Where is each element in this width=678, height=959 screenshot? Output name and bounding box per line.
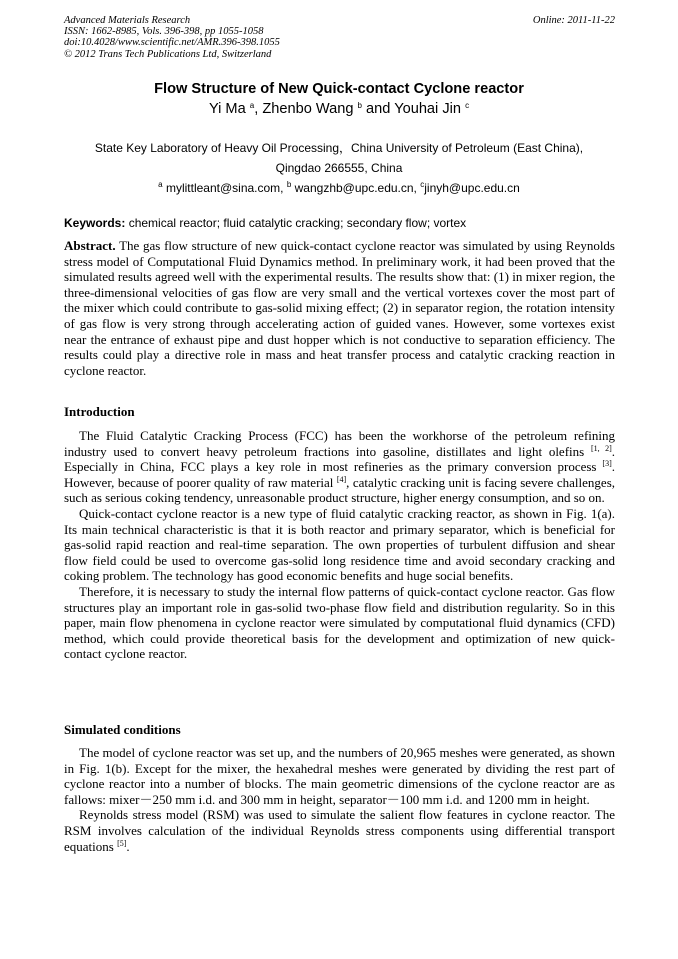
simulated-conditions-heading: Simulated conditions <box>64 722 181 737</box>
keywords <box>64 216 615 230</box>
citation: [4] <box>336 474 347 484</box>
online-date: Online: 2011-11-22 <box>532 15 615 26</box>
keywords-text: chemical reactor; fluid catalytic cracking; secondary flow; vortex <box>125 216 467 230</box>
email-address: mylittleant@sina.com, <box>162 181 287 195</box>
author-list <box>0 101 678 117</box>
paragraph: The model of cyclone reactor was set up, and the numbers of 20,965 meshes were generated, as shown in Fig. 1(b). Except for the mixer, the hexahedral meshes were generated by dividing the rest part of cyclone reactor into a number of blocks. The main geometric dimensions of the cyclone reactor are as fallows: mixer－250 mm i.d. and 300 mm in height, separator－100 mm i.d. and 1200 mm in height. <box>64 745 615 807</box>
email-address: jinyh@upc.edu.cn <box>424 181 520 195</box>
email-superscript: b <box>286 180 292 189</box>
author-name: Youhai Jin <box>394 101 461 117</box>
paragraph-text: . <box>126 838 130 854</box>
affiliation-line: State Key Laboratory of Heavy Oil Processing，China University of Petroleum (East China), <box>94 141 584 155</box>
affiliation-line: Qingdao 266555, China <box>275 161 403 175</box>
citation: [3] <box>602 459 612 469</box>
citation: [5] <box>117 838 127 848</box>
paragraph-text: . Especially in China, FCC plays a key role in most refineries as the primary conversion process <box>64 443 616 475</box>
paragraph <box>64 428 615 506</box>
email-list <box>0 180 678 195</box>
email-superscript: a <box>158 180 163 189</box>
issn-line: ISSN: 1662-8985, Vols. 396-398, pp 1055-1058 <box>64 26 264 38</box>
paragraph-text: The Fluid Catalytic Cracking Process (FCC) has been the workhorse of the petroleum refining industry used to convert heavy petroleum fractions into gasoline, distillates and light olefins <box>64 428 615 459</box>
author-superscript: a <box>249 101 255 110</box>
paragraph <box>64 807 615 854</box>
author-superscript: c <box>465 101 470 110</box>
email-address: wangzhb@upc.edu.cn, <box>291 181 421 195</box>
paragraph-text: Reynolds stress model (RSM) was used to simulate the salient flow features in cyclone reactor. The RSM involves calculation of the individual Reynolds stress components using differential transport equations <box>64 807 615 854</box>
introduction-body <box>64 428 615 662</box>
paragraph-text: , catalytic cracking unit is facing severe challenges, such as serious coking tendency, unreasonable product structure, higher energy consumption, and so on. <box>64 474 616 506</box>
paragraph: Quick-contact cyclone reactor is a new type of fluid catalytic cracking reactor, as shown in Fig. 1(a). Its main technical characteristic is that it is both reactor and primary separator, which is beneficial for gas-solid rapid reaction and real-time separation. The own properties of turbulent diffusion and shear flow field could be used to overcome gas-solid long residence time and avoid secondary cracking and coking problem. The technology has good economic benefits and huge social benefits. <box>64 505 615 584</box>
paper-title: Flow Structure of New Quick-contact Cyclone reactor <box>154 81 524 97</box>
author-name: Yi Ma <box>208 101 246 117</box>
journal-name: Advanced Materials Research <box>64 15 191 26</box>
citation: [1, 2] <box>590 443 612 453</box>
author-separator: , <box>254 101 263 117</box>
paragraph-text: . However, because of poorer quality of raw material <box>64 459 615 490</box>
journal-header <box>64 15 615 60</box>
copyright-line: © 2012 Trans Tech Publications Ltd, Switzerland <box>64 48 272 60</box>
abstract-text: The gas flow structure of new quick-contact cyclone reactor was simulated by using Reynolds stress model of Computational Fluid Dynamics method. In preliminary work, it had been proved that the simulated results agreed well with the experimental results. The results show that: (1) in mixer region, the three-dimensional velocities of gas flow are very small and the vertical vortexes cover the most part of the mixer which could contribute to gas-solid mixing effect; (2) in separator region, the rotation intensity of gas flow is very strong through accelerating action of guided vanes. However, some vortexes exist near the entrance of exhaust pipe and dust hopper which is not conductive to separation efficiency. The results could play a directive role in mass and heat transfer process and catalytic cracking reaction in cyclone reactor. <box>64 238 615 378</box>
simulated-conditions-body <box>64 745 615 854</box>
paragraph: Therefore, it is necessary to study the internal flow patterns of quick-contact cyclone reactor. Gas flow structures play an important role in gas-solid two-phase flow field and distribution regularity. So in this paper, main flow phenomena in cyclone reactor were simulated by computational fluid dynamics (CFD) method, which could provide theoretical basis for the development and optimization of new quick-contact cyclone reactor. <box>64 583 615 662</box>
abstract-label: Abstract. <box>64 238 116 253</box>
email-superscript: c <box>420 180 425 189</box>
introduction-heading: Introduction <box>64 404 135 419</box>
keywords-label: Keywords: <box>64 216 126 230</box>
author-superscript: b <box>357 101 362 110</box>
author-name: Zhenbo Wang <box>262 101 354 117</box>
abstract <box>64 238 615 378</box>
doi-line: doi:10.4028/www.scientific.net/AMR.396-398.1055 <box>64 37 280 49</box>
author-separator: and <box>361 101 395 117</box>
